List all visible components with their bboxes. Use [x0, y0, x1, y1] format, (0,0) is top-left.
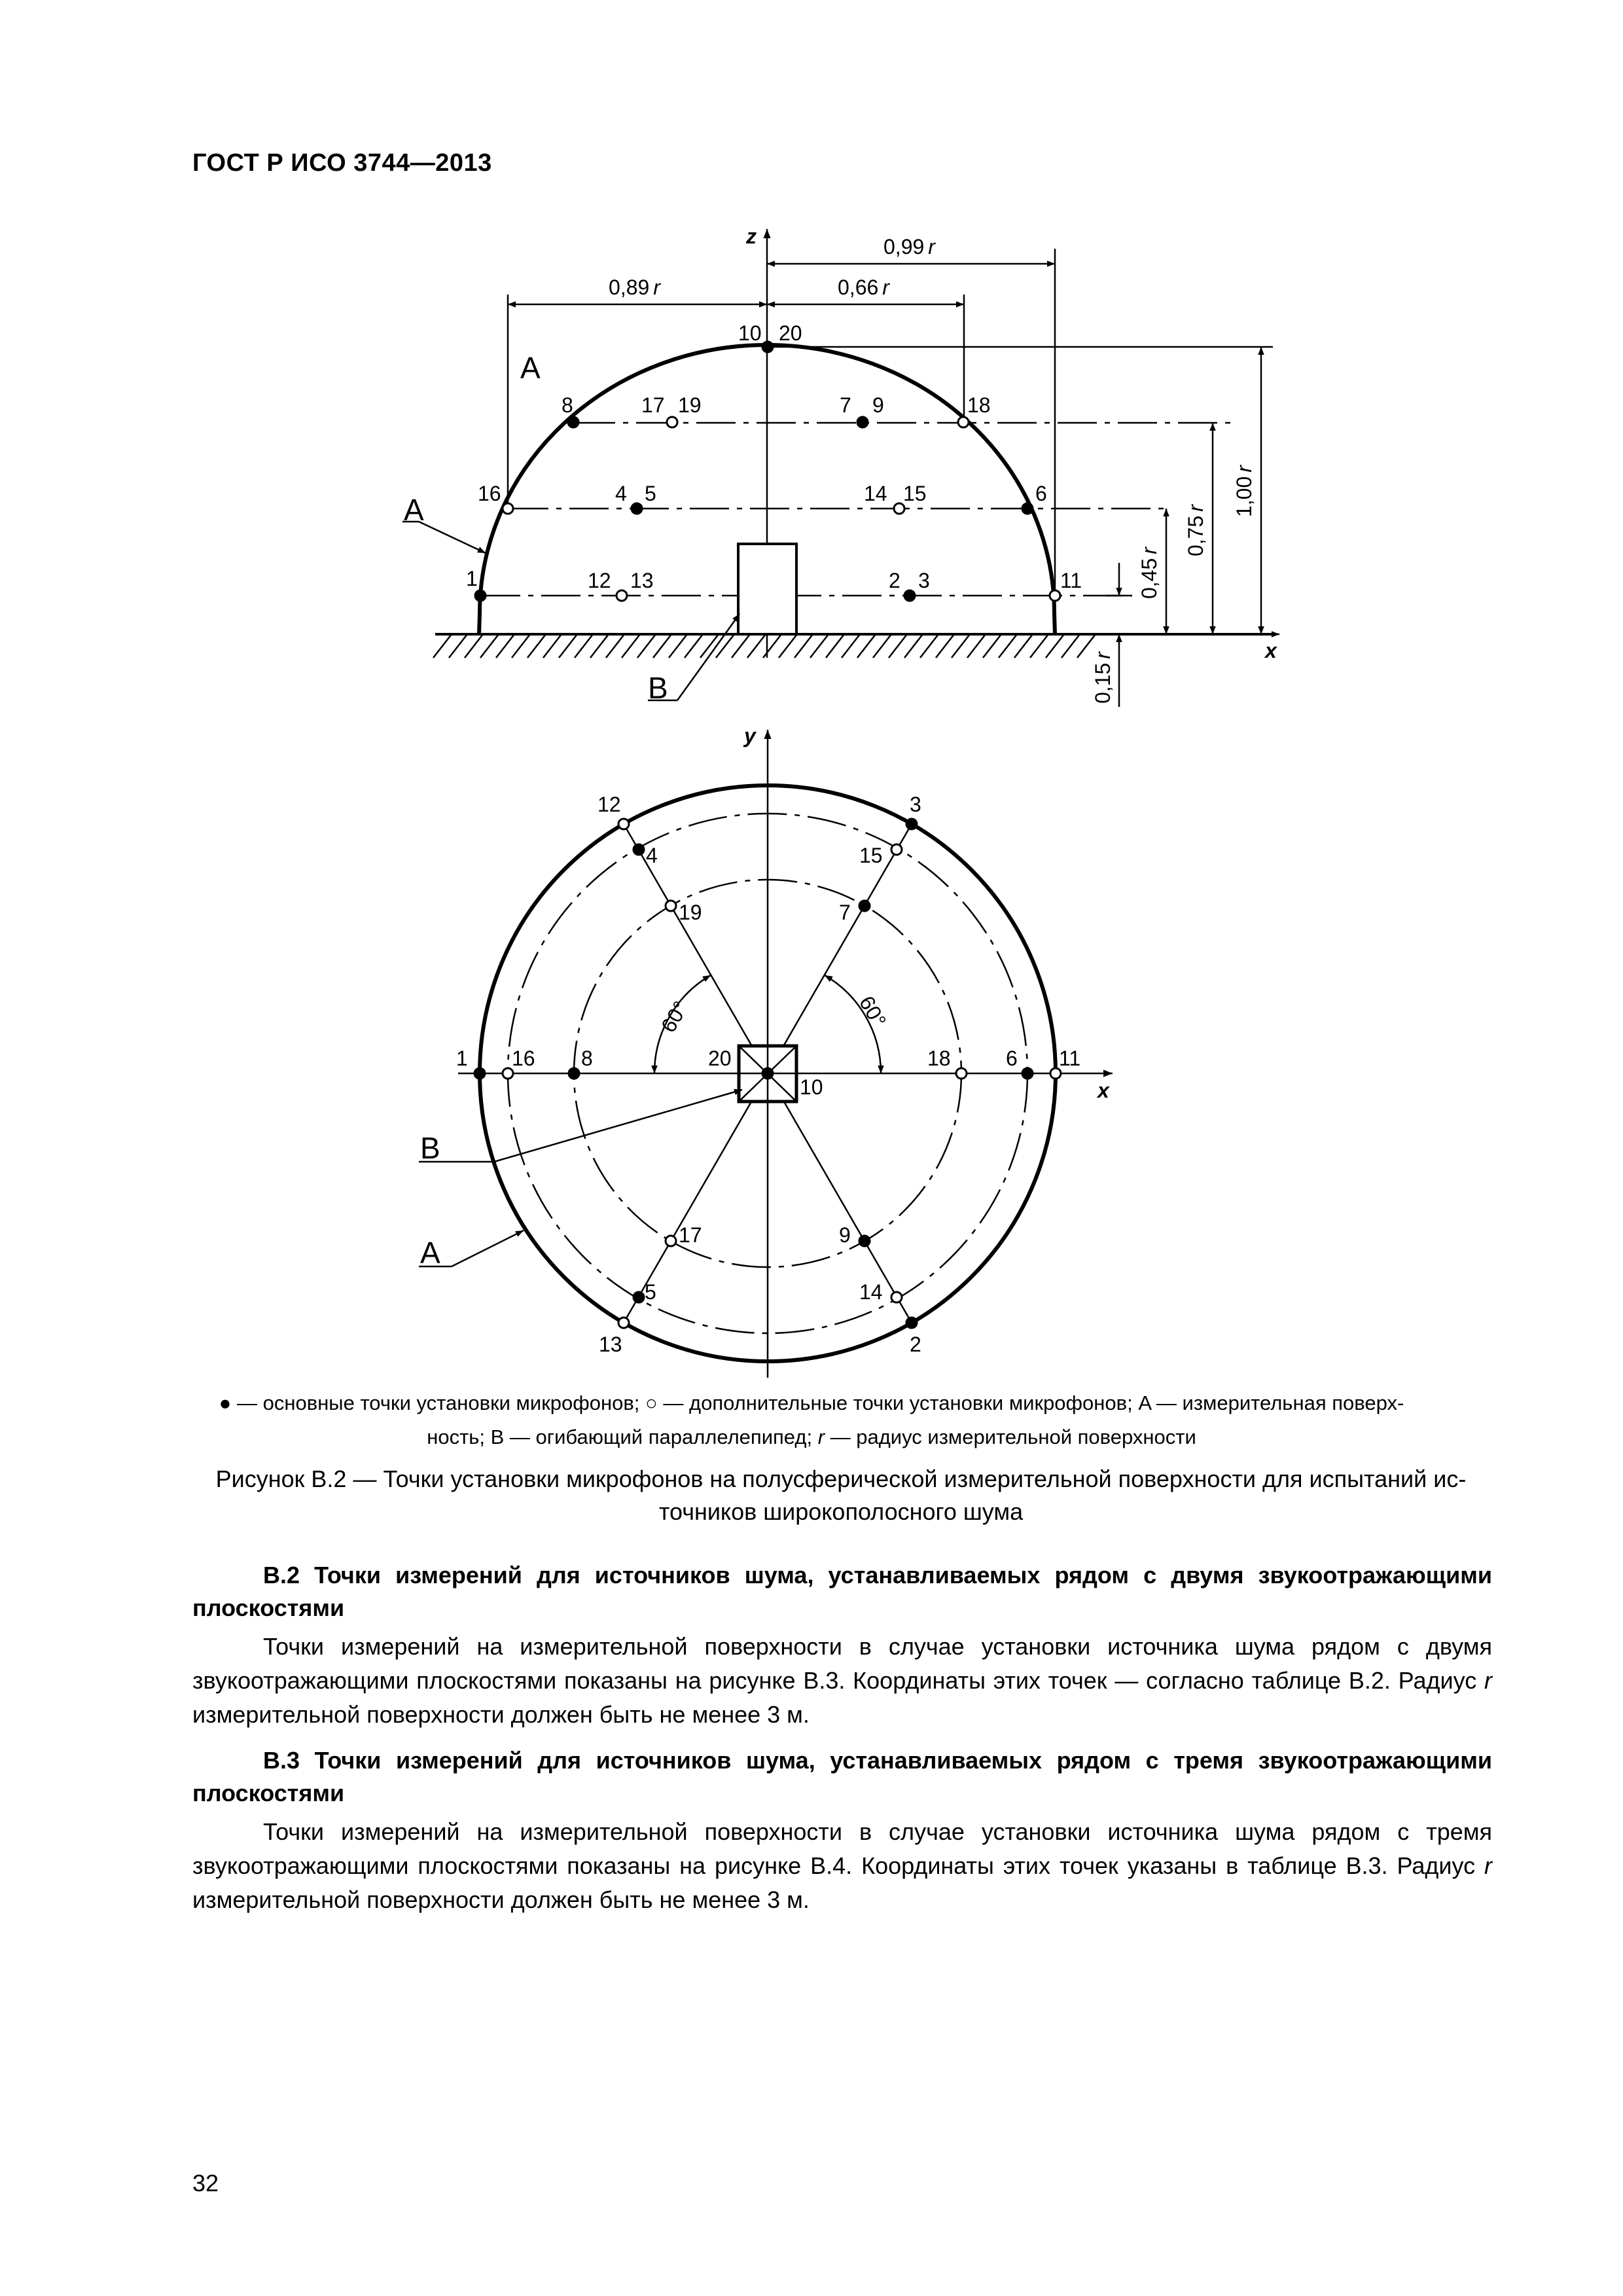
top-label-5: 5	[645, 1280, 656, 1304]
side-label-3: 3	[918, 569, 930, 592]
top-label-1: 1	[456, 1047, 468, 1070]
section-b3-paragraph	[192, 1815, 1492, 1917]
top-point-13	[618, 1318, 629, 1328]
mic-point-1	[475, 590, 486, 601]
top-label-10: 10	[800, 1075, 823, 1099]
top-label-14: 14	[859, 1280, 883, 1304]
side-label-14: 14	[864, 482, 887, 505]
mic-point-2-3	[904, 590, 915, 601]
mic-point-7-9	[857, 417, 868, 427]
section-b3-heading-text: B.3 Точки измерений для источников шума, устанавливаемых рядом с тремя звукоотражающими плоскостями	[192, 1747, 1492, 1806]
legend-r: r	[817, 1426, 825, 1448]
top-label-8: 8	[581, 1047, 593, 1070]
top-point-4	[633, 844, 644, 855]
side-label-17: 17	[641, 393, 665, 417]
side-label-16: 16	[478, 482, 501, 505]
mic-point-8	[568, 417, 579, 427]
top-point-12	[618, 819, 629, 829]
side-label-2: 2	[889, 569, 901, 592]
side-label-A-inner: A	[520, 351, 541, 385]
top-label-17: 17	[679, 1223, 702, 1247]
leader-B-top	[494, 1090, 742, 1162]
mic-point-10-20	[762, 342, 773, 352]
top-label-B: B	[420, 1131, 440, 1165]
side-label-5: 5	[645, 482, 656, 505]
section-b2-text-a: Точки измерений на измерительной поверхности в случае установки источника шума рядом с двумя звукоотражающими плоскостями показаны на рисунке B.3. Координаты этих точек — согласно таблице B.2. Радиус	[192, 1633, 1492, 1694]
leader-B-side	[677, 614, 740, 700]
side-label-12: 12	[588, 569, 611, 592]
dim-label-066: 0,66 r	[838, 276, 889, 299]
dim-label-045: 0,45r	[1137, 547, 1161, 599]
top-point-6	[1022, 1068, 1033, 1079]
document-header: ГОСТ Р ИСО 3744—2013	[192, 149, 492, 177]
side-label-19: 19	[678, 393, 702, 417]
legend-line-2b: — радиус измерительной поверхности	[825, 1426, 1196, 1448]
section-b3-text-b: измерительной поверхности должен быть не менее 3 м.	[192, 1886, 810, 1913]
section-b3-text	[192, 1815, 1492, 1917]
side-label-1: 1	[466, 567, 478, 590]
leader-A-top	[452, 1230, 524, 1266]
top-label-6: 6	[1006, 1047, 1018, 1070]
top-point-8	[569, 1068, 579, 1079]
ground-hatching	[433, 634, 1096, 658]
top-point-2	[906, 1318, 917, 1328]
top-point-15	[891, 844, 902, 855]
top-label-2: 2	[910, 1333, 921, 1356]
dim-label-015: 0,15r	[1091, 652, 1115, 704]
top-point-10-20	[762, 1068, 773, 1079]
side-label-6: 6	[1035, 482, 1047, 505]
top-label-4: 4	[646, 844, 658, 867]
legend-line-2	[190, 1420, 1433, 1454]
side-label-B: B	[648, 671, 668, 705]
page-number: 32	[192, 2170, 219, 2197]
legend-line-2a: ность; B — огибающий параллелепипед;	[427, 1426, 818, 1448]
mic-point-18	[958, 417, 969, 427]
caption-line-1: Рисунок B.2 — Точки установки микрофонов на полусферической измерительной поверхности для испытаний ис-	[215, 1465, 1467, 1492]
reference-box	[738, 544, 796, 634]
figure-caption	[190, 1463, 1492, 1528]
angle-label-right: 60°	[854, 992, 891, 1031]
top-point-9	[859, 1236, 870, 1246]
mic-point-12-13	[616, 590, 627, 601]
section-b3-r: r	[1484, 1852, 1492, 1879]
dim-label-100: 1,00r	[1232, 465, 1256, 517]
top-label-15: 15	[859, 844, 883, 867]
top-point-3	[906, 819, 917, 829]
top-point-5	[633, 1292, 644, 1302]
top-label-13: 13	[599, 1333, 622, 1356]
top-label-7: 7	[839, 901, 851, 924]
side-axis-x: x	[1265, 639, 1277, 662]
side-label-7: 7	[840, 393, 851, 417]
legend-line-1: ● — основные точки установки микрофонов; ○ — дополнительные точки установки микрофонов; A — измерительная поверх-	[219, 1391, 1404, 1414]
mic-point-11	[1050, 590, 1060, 601]
top-label-16: 16	[512, 1047, 535, 1070]
angle-label-left: 60°	[656, 997, 693, 1037]
side-label-18: 18	[967, 393, 991, 417]
side-label-15: 15	[903, 482, 927, 505]
top-label-12: 12	[597, 793, 621, 816]
section-b2-heading	[192, 1559, 1492, 1624]
section-b2-text	[192, 1630, 1492, 1732]
top-axis-x: x	[1097, 1079, 1109, 1102]
section-b2-heading-text: B.2 Точки измерений для источников шума, устанавливаемых рядом с двумя звукоотражающими плоскостями	[192, 1562, 1492, 1621]
top-label-19: 19	[679, 901, 702, 924]
section-b2-r: r	[1484, 1667, 1492, 1694]
mic-point-17-19	[667, 417, 677, 427]
mic-point-4-5	[632, 503, 642, 514]
top-point-14	[891, 1292, 902, 1302]
top-label-20: 20	[708, 1047, 732, 1070]
dim-label-099: 0,99 r	[883, 235, 935, 259]
dim-label-089: 0,89 r	[609, 276, 660, 299]
section-b2-paragraph	[192, 1630, 1492, 1732]
section-b3-heading	[192, 1744, 1492, 1810]
section-b3-text-a: Точки измерений на измерительной поверхности в случае установки источника шума рядом с тремя звукоотражающими плоскостями показаны на рисунке B.4. Координаты этих точек указаны в таблице B.3. Радиус	[192, 1818, 1492, 1879]
side-label-13: 13	[630, 569, 654, 592]
top-axis-y: y	[744, 724, 756, 747]
figure-legend	[190, 1386, 1433, 1454]
top-point-19	[666, 901, 676, 911]
mic-point-6	[1022, 503, 1033, 514]
side-axis-z: z	[746, 224, 757, 248]
top-point-17	[666, 1236, 676, 1246]
side-label-4: 4	[615, 482, 627, 505]
side-label-20: 20	[779, 321, 802, 345]
side-label-11: 11	[1060, 569, 1082, 592]
side-label-8: 8	[562, 393, 573, 417]
side-view	[402, 229, 1279, 707]
side-label-A-outer: A	[404, 493, 424, 527]
top-point-7	[859, 901, 870, 911]
top-label-A: A	[420, 1236, 440, 1270]
dim-label-075: 0,75r	[1184, 505, 1207, 556]
leader-A-side	[419, 522, 486, 553]
side-label-9: 9	[872, 393, 884, 417]
top-label-18: 18	[927, 1047, 951, 1070]
caption-line-2: точников широкополосного шума	[658, 1498, 1024, 1525]
top-point-18	[956, 1068, 967, 1079]
top-label-11: 11	[1059, 1047, 1081, 1070]
mic-point-16	[503, 503, 513, 514]
top-label-9: 9	[839, 1223, 851, 1247]
top-point-1	[474, 1068, 485, 1079]
side-label-10: 10	[738, 321, 762, 345]
top-label-3: 3	[910, 793, 921, 816]
section-b2-text-b: измерительной поверхности должен быть не менее 3 м.	[192, 1701, 810, 1728]
